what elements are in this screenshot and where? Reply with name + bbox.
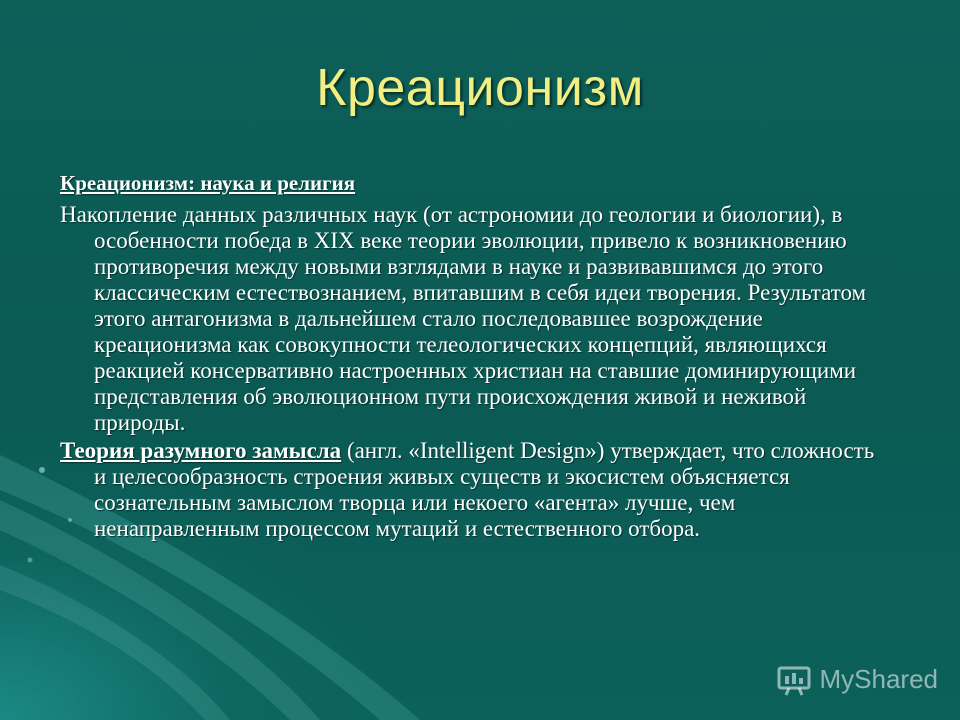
slide-content: [60, 170, 890, 544]
section-heading: Креационизм: наука и религия: [60, 171, 356, 195]
myshared-logo-icon: [776, 662, 814, 696]
paragraph-2-text: (англ. «Intelligent Design») утверждает, что сложность и целесообразность строения живых существ и экосистем объясняется сознательным замыслом творца или некоего «агента» лучше, чем ненаправленным процессом мутаций и естественного отбора.: [94, 438, 875, 541]
watermark: [776, 662, 939, 696]
slide-title: Креационизм: [316, 59, 644, 117]
watermark-text: MyShared: [819, 663, 938, 694]
paragraph-2-term: Теория разумного замысла: [60, 438, 342, 463]
paragraph-1: Накопление данных различных наук (от астрономии до геологии и биологии), в особенности победа в XIX веке теории эволюции, привело к возникновению противоречия между новыми взглядами в науке и развивавшимся до этого классическим естествознанием, впитавшим в себя идеи творения. Результатом этого антагонизма в дальнейшем стало последовавшее возрождение креационизма как совокупности телеологических концепций, являющихся реакцией консервативно настроенных христиан на ставшие доминирующими представления об эволюционном пути происхождения живой и неживой природы.: [60, 202, 867, 435]
paragraph-2: [60, 438, 890, 542]
